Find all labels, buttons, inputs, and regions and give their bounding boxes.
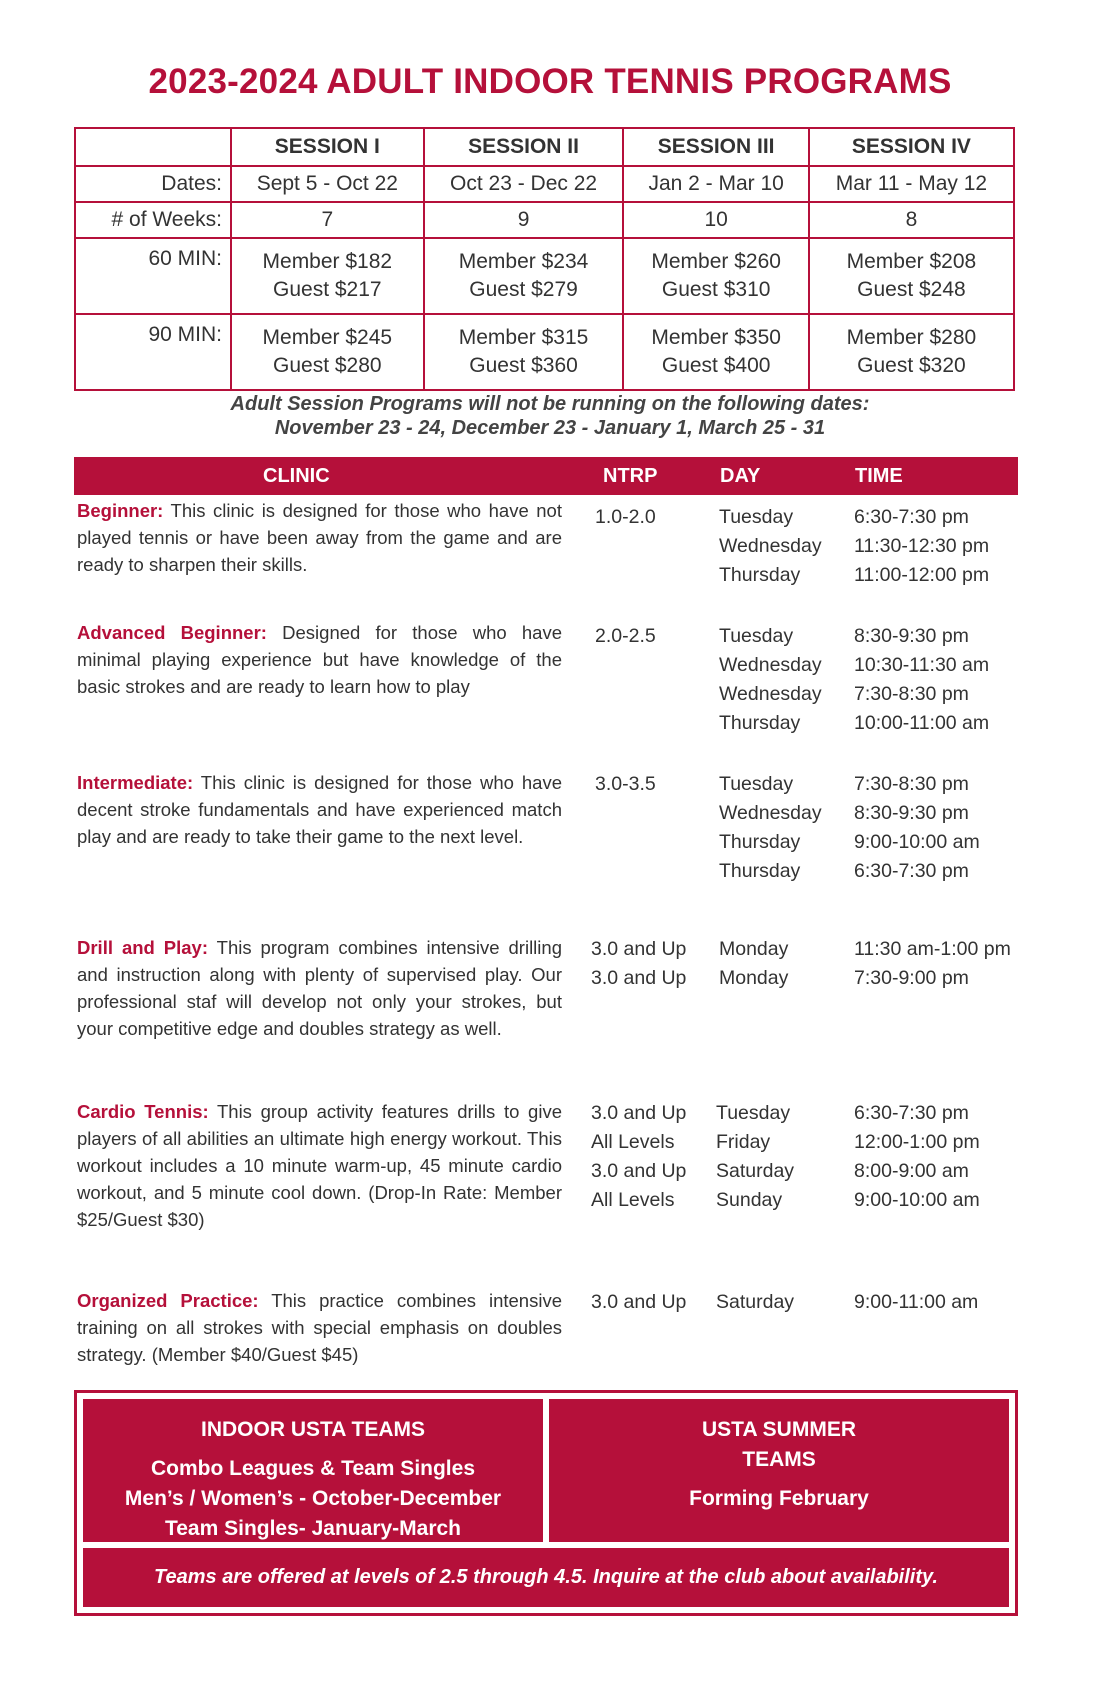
- clinic-time: 11:30-12:30 pm: [854, 535, 990, 557]
- ntrp-column: [591, 1288, 686, 1317]
- ntrp-level: 3.0 and Up: [591, 1160, 687, 1182]
- ntrp-column: [595, 770, 656, 799]
- price-cell: [623, 238, 808, 314]
- clinic-time: 11:00-12:00 pm: [854, 564, 990, 586]
- guest-price: Guest $400: [661, 354, 771, 377]
- indoor-usta-line: Men’s / Women’s - October-December: [124, 1487, 502, 1510]
- min60-row: [75, 238, 1014, 314]
- clinic-time: 7:30-8:30 pm: [854, 683, 969, 705]
- clinic-time: 7:30-8:30 pm: [854, 773, 969, 795]
- clinic-day: Wednesday: [719, 683, 822, 705]
- ntrp-level: 3.0 and Up: [591, 1102, 687, 1124]
- clinic-name: Advanced Beginner:: [77, 622, 267, 643]
- time-column-header: TIME: [855, 465, 903, 487]
- session-dates: Mar 11 - May 12: [809, 166, 1014, 202]
- clinic-day: Thursday: [719, 831, 801, 853]
- ntrp-column: [595, 503, 656, 532]
- clinic-day: Thursday: [719, 712, 801, 734]
- clinic-day: Wednesday: [719, 535, 822, 557]
- price-cell: [231, 238, 424, 314]
- closure-note: [0, 392, 1100, 440]
- clinic-time: 12:00-1:00 pm: [854, 1131, 980, 1153]
- page-title: 2023-2024 ADULT INDOOR TENNIS PROGRAMS: [148, 62, 952, 101]
- member-price: Member $208: [846, 250, 977, 273]
- price-cell: [231, 314, 424, 390]
- clinic-header-bar: [74, 457, 1018, 495]
- min60-label: 60 MIN:: [75, 238, 231, 314]
- ntrp-level: All Levels: [591, 1189, 675, 1211]
- session-header: SESSION IV: [809, 128, 1014, 166]
- summer-usta-title-line2: TEAMS: [742, 1448, 816, 1471]
- guest-price: Guest $279: [469, 278, 578, 301]
- member-price: Member $350: [651, 326, 781, 349]
- clinic-day: Tuesday: [716, 1102, 791, 1124]
- min90-label: 90 MIN:: [75, 314, 231, 390]
- ntrp-level: All Levels: [591, 1131, 675, 1153]
- clinic-description: [77, 619, 562, 700]
- clinic-day: Tuesday: [719, 773, 794, 795]
- price-cell: [809, 238, 1014, 314]
- session-header-row: [75, 128, 1014, 166]
- guest-price: Guest $320: [857, 354, 966, 377]
- session-weeks: 9: [424, 202, 624, 238]
- session-weeks: 8: [809, 202, 1014, 238]
- ntrp-level: 1.0-2.0: [595, 506, 656, 528]
- ntrp-column: [595, 622, 656, 651]
- clinic-description: [77, 769, 562, 850]
- ntrp-level: 3.0-3.5: [595, 773, 656, 795]
- ntrp-column-header: NTRP: [603, 465, 658, 487]
- clinic-time: 11:30 am-1:00 pm: [854, 938, 1011, 960]
- member-price: Member $280: [846, 326, 977, 349]
- clinic-name: Organized Practice:: [77, 1290, 259, 1311]
- session-dates: Oct 23 - Dec 22: [424, 166, 624, 202]
- clinic-time: 9:00-11:00 am: [854, 1291, 979, 1313]
- clinic-name: Drill and Play:: [77, 937, 209, 958]
- clinic-time: 9:00-10:00 am: [854, 1189, 980, 1211]
- clinic-name: Beginner:: [77, 500, 164, 521]
- clinic-desc: This clinic is designed for those who have not played tennis or have been away from the game and are ready to sharpen their skills.: [77, 500, 562, 575]
- clinic-description: [77, 934, 562, 1042]
- session-table: [74, 127, 1015, 391]
- day-column: [716, 1288, 794, 1317]
- ntrp-level: 2.0-2.5: [595, 625, 656, 647]
- day-column: [716, 1099, 794, 1215]
- clinic-day: Thursday: [719, 860, 801, 882]
- clinic-time: 7:30-9:00 pm: [854, 967, 969, 989]
- clinic-day: Saturday: [716, 1291, 795, 1313]
- price-cell: [623, 314, 808, 390]
- guest-price: Guest $310: [661, 278, 771, 301]
- indoor-usta-title: INDOOR USTA TEAMS: [201, 1418, 425, 1441]
- clinic-description: [77, 497, 562, 578]
- member-price: Member $182: [262, 250, 393, 273]
- indoor-usta-line: Combo Leagues & Team Singles: [150, 1457, 475, 1480]
- clinic-day: Sunday: [716, 1189, 783, 1211]
- clinic-desc: This practice combines intensive training on all strokes with special emphasis on doubles strategy. (Member $40/Guest $45): [77, 1290, 562, 1365]
- clinic-desc: This clinic is designed for those who have decent stroke fundamentals and have experienced match play and are ready to take their game to the next level.: [77, 772, 562, 847]
- session-dates: Jan 2 - Mar 10: [623, 166, 808, 202]
- guest-price: Guest $248: [857, 278, 966, 301]
- time-column: [854, 770, 980, 886]
- price-cell: [424, 238, 624, 314]
- clinic-name: Intermediate:: [77, 772, 194, 793]
- ntrp-level: 3.0 and Up: [591, 938, 687, 960]
- weeks-label: # of Weeks:: [75, 202, 231, 238]
- session-dates: Sept 5 - Oct 22: [231, 166, 424, 202]
- clinic-day: Friday: [716, 1131, 771, 1153]
- guest-price: Guest $280: [273, 354, 382, 377]
- price-cell: [809, 314, 1014, 390]
- day-column-header: DAY: [720, 465, 761, 487]
- clinic-time: 9:00-10:00 am: [854, 831, 980, 853]
- clinic-desc: This program combines intensive drilling and instruction along with plenty of supervised play. Our professional staf will develop not only your strokes, but your competitive edge and doubles strategy as well.: [77, 937, 562, 1039]
- session-header: SESSION I: [231, 128, 424, 166]
- clinic-day: Monday: [719, 938, 789, 960]
- clinic-time: 6:30-7:30 pm: [854, 506, 969, 528]
- clinic-time: 8:30-9:30 pm: [854, 625, 969, 647]
- guest-price: Guest $360: [469, 354, 578, 377]
- ntrp-level: 3.0 and Up: [591, 1291, 687, 1313]
- session-corner-cell: [75, 128, 231, 166]
- clinic-time: 10:30-11:30 am: [854, 654, 990, 676]
- clinic-time: 10:00-11:00 am: [854, 712, 990, 734]
- day-column: [719, 622, 822, 738]
- usta-teams-box: [74, 1390, 1018, 1616]
- time-column: [854, 1099, 980, 1215]
- clinic-time: 8:00-9:00 am: [854, 1160, 969, 1182]
- dates-label: Dates:: [75, 166, 231, 202]
- clinic-time: 6:30-7:30 pm: [854, 860, 969, 882]
- time-column: [854, 622, 989, 738]
- closure-note-dates: November 23 - 24, December 23 - January 1, March 25 - 31: [274, 417, 826, 439]
- ntrp-column: [591, 935, 686, 993]
- time-column: [854, 935, 1011, 993]
- ntrp-column: [591, 1099, 686, 1215]
- member-price: Member $315: [458, 326, 589, 349]
- session-header: SESSION III: [623, 128, 808, 166]
- usta-levels-note: Teams are offered at levels of 2.5 through 4.5. Inquire at the club about availability.: [83, 1548, 1009, 1607]
- clinic-day: Saturday: [716, 1160, 795, 1182]
- time-column: [854, 1288, 978, 1317]
- day-column: [719, 770, 822, 886]
- ntrp-level: 3.0 and Up: [591, 967, 687, 989]
- clinic-description: [77, 1098, 562, 1233]
- clinic-name: Cardio Tennis:: [77, 1101, 209, 1122]
- summer-usta-panel: [549, 1399, 1009, 1542]
- clinic-day: Tuesday: [719, 625, 794, 647]
- clinic-time: 8:30-9:30 pm: [854, 802, 969, 824]
- session-weeks: 10: [623, 202, 808, 238]
- member-price: Member $245: [262, 326, 393, 349]
- min90-row: [75, 314, 1014, 390]
- clinic-day: Thursday: [719, 564, 801, 586]
- day-column: [719, 503, 822, 590]
- guest-price: Guest $217: [273, 278, 382, 301]
- clinic-description: [77, 1287, 562, 1368]
- clinic-desc: This group activity features drills to give players of all abilities an ultimate high energy workout. This workout includes a 10 minute warm-up, 45 minute cardio workout, and 5 minute cool down. (Drop-In Rate: Member $25/Guest $30): [77, 1101, 562, 1230]
- member-price: Member $234: [458, 250, 589, 273]
- indoor-usta-panel: [83, 1399, 543, 1542]
- weeks-row: [75, 202, 1014, 238]
- clinic-day: Wednesday: [719, 654, 822, 676]
- member-price: Member $260: [651, 250, 781, 273]
- dates-row: [75, 166, 1014, 202]
- day-column: [719, 935, 788, 993]
- summer-usta-line: Forming February: [689, 1487, 869, 1510]
- clinic-desc: Designed for those who have minimal playing experience but have knowledge of the basic strokes and are ready to learn how to play: [77, 622, 562, 697]
- clinic-day: Wednesday: [719, 802, 822, 824]
- session-header: SESSION II: [424, 128, 624, 166]
- time-column: [854, 503, 989, 590]
- price-cell: [424, 314, 624, 390]
- summer-usta-title: USTA SUMMER: [702, 1418, 856, 1441]
- closure-note-line: Adult Session Programs will not be running on the following dates:: [230, 393, 870, 415]
- session-weeks: 7: [231, 202, 424, 238]
- clinic-column-header: CLINIC: [263, 465, 330, 487]
- clinic-day: Tuesday: [719, 506, 794, 528]
- indoor-usta-line: Team Singles- January-March: [164, 1517, 462, 1540]
- clinic-day: Monday: [719, 967, 789, 989]
- clinic-time: 6:30-7:30 pm: [854, 1102, 969, 1124]
